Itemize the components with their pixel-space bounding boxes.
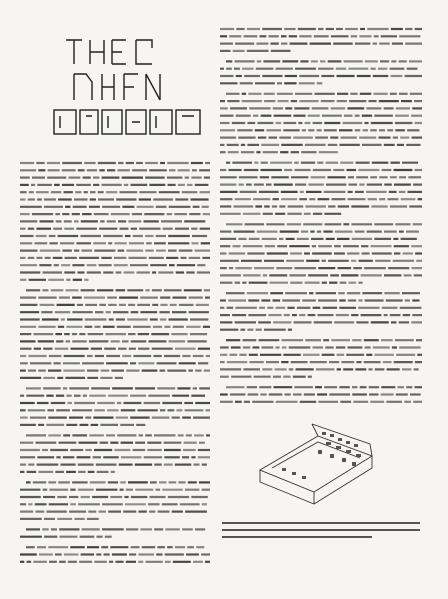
figure-caption — [222, 520, 422, 546]
circuit-board-illustration — [252, 412, 378, 508]
headline-graphic — [52, 30, 212, 138]
left-column-text-lines — [20, 160, 212, 568]
caption-text-lines — [222, 520, 422, 542]
right-column — [220, 26, 424, 406]
right-column-text-lines — [220, 26, 424, 406]
left-column — [20, 160, 212, 568]
